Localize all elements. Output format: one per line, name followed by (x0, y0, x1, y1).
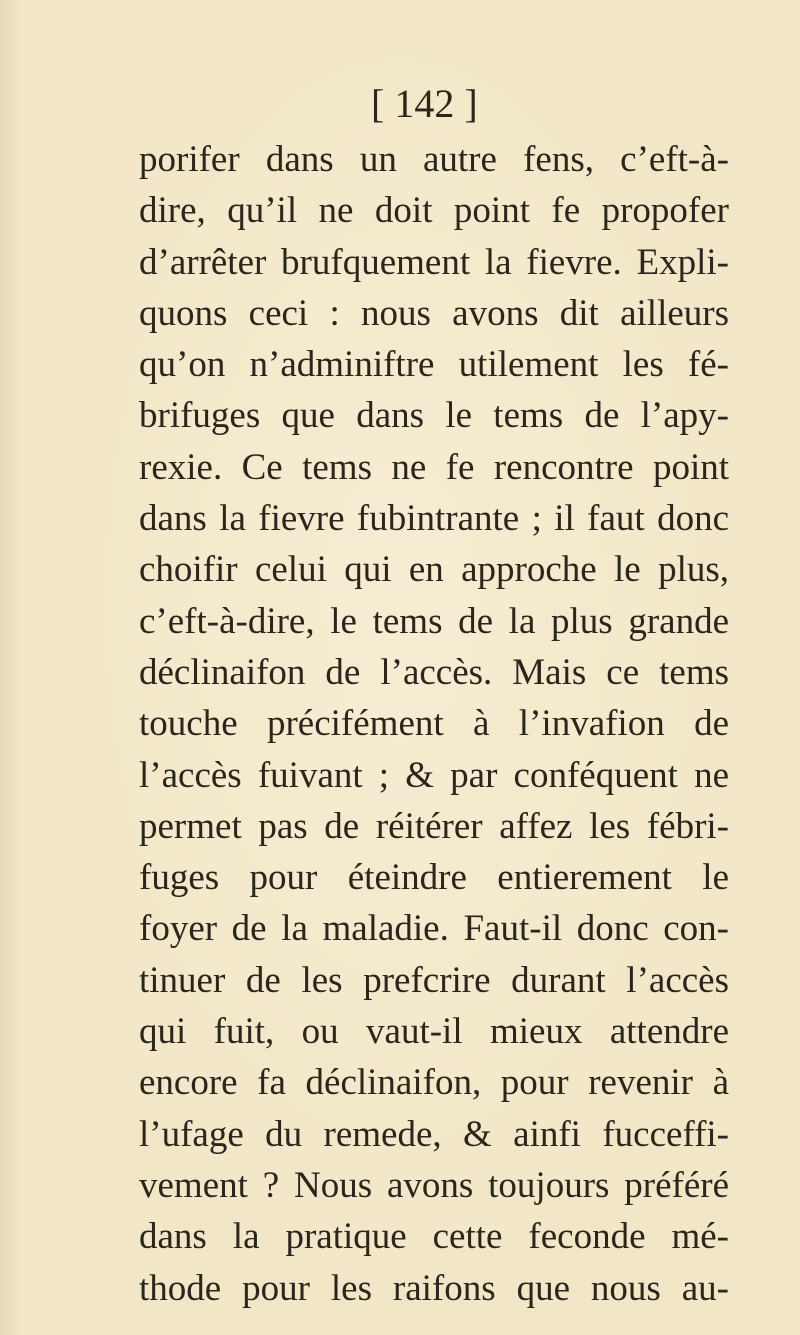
text-line-15: fuges pour éteindre entierement le (139, 857, 729, 899)
text-line-20: l’ufage du remede, & ainfi fucceffi- (139, 1113, 729, 1155)
text-line-10: c’eft-à-dire, le tems de la plus grande (139, 600, 729, 642)
page-number: [ 142 ] (371, 81, 478, 126)
text-line-23: thode pour les raifons que nous au- (139, 1267, 729, 1309)
text-line-11: déclinaifon de l’accès. Mais ce tems (139, 651, 729, 693)
text-line-14: permet pas de réitérer affez les fébri- (139, 805, 729, 847)
text-line-21: vement ? Nous avons toujours préféré (139, 1164, 729, 1206)
text-line-7: rexie. Ce tems ne fe rencontre point (139, 446, 729, 488)
text-line-12: touche précifément à l’invafion de (139, 703, 729, 745)
text-line-3: d’arrêter brufquement la fievre. Expli- (139, 241, 729, 283)
text-line-2: dire, qu’il ne doit point fe propofer (139, 190, 729, 232)
text-line-1: porifer dans un autre fens, c’eft-à- (139, 139, 729, 180)
text-line-13: l’accès fuivant ; & par conféquent ne (139, 754, 729, 796)
text-line-22: dans la pratique cette feconde mé- (139, 1216, 729, 1258)
text-line-6: brifuges que dans le tems de l’apy- (139, 395, 729, 437)
text-line-17: tinuer de les prefcrire durant l’accès (139, 959, 729, 1001)
body-text (139, 134, 729, 1314)
text-line-9: choifir celui qui en approche le plus, (139, 549, 729, 591)
text-line-4: quons ceci : nous avons dit ailleurs (139, 292, 729, 334)
text-line-5: qu’on n’adminiftre utilement les fé- (139, 344, 729, 386)
text-line-19: encore fa déclinaifon, pour revenir à (139, 1062, 729, 1104)
text-line-16: foyer de la maladie. Faut-il donc con- (139, 908, 729, 950)
text-line-18: qui fuit, ou vaut-il mieux attendre (139, 1011, 729, 1053)
text-line-8: dans la fievre fubintrante ; il faut donc (139, 498, 729, 540)
